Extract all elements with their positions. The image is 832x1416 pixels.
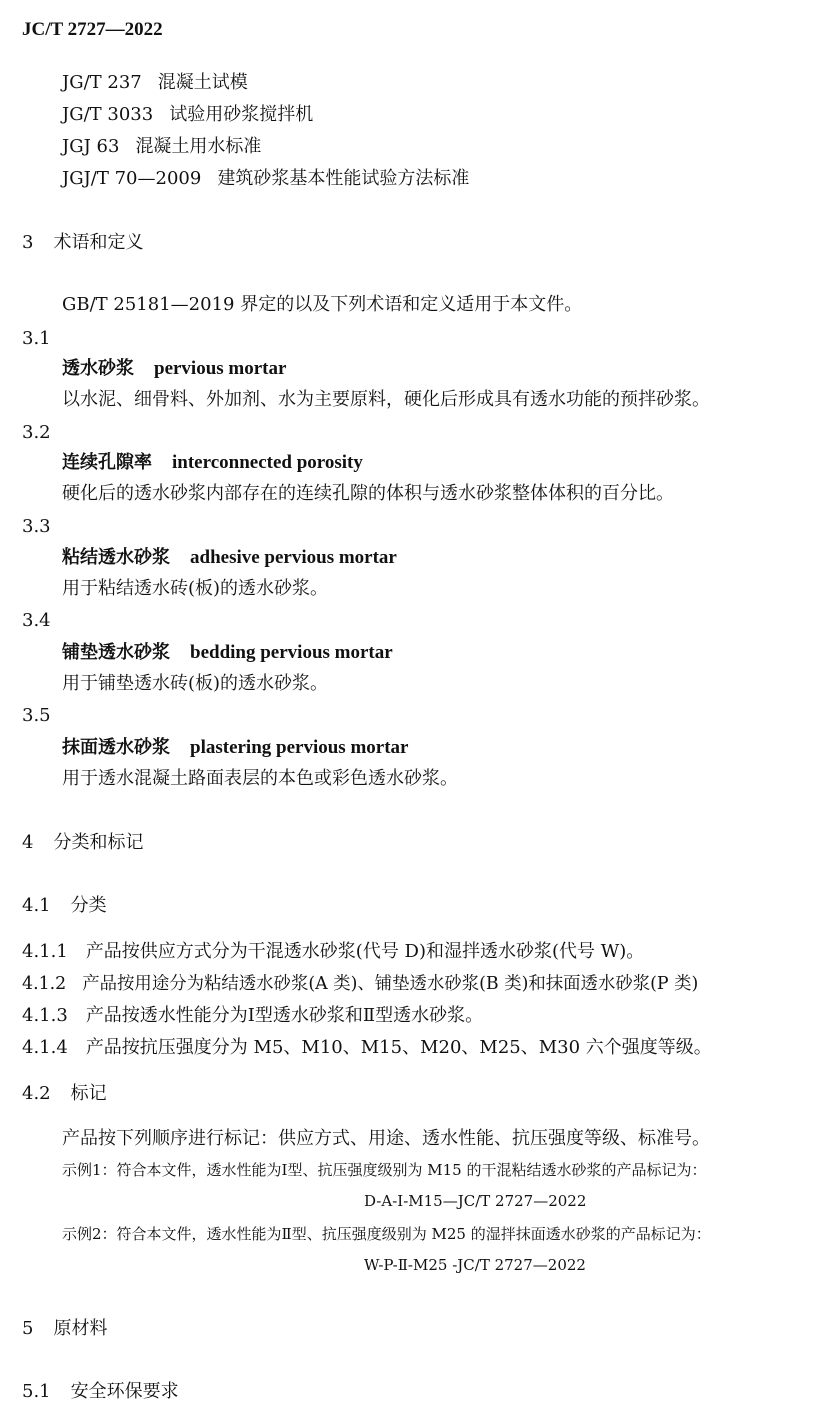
subsection-title: 标记 <box>70 1083 107 1104</box>
term-number: 3.2 <box>22 422 51 443</box>
section-intro: GB/T 25181—2019 界定的以及下列术语和定义适用于本文件。 <box>62 294 583 315</box>
term-en: adhesive pervious mortar <box>190 547 397 568</box>
term-number: 3.4 <box>22 610 51 631</box>
clause-item <box>22 941 644 963</box>
term-zh: 铺垫透水砂浆 <box>62 642 170 663</box>
clause-text: 产品按供应方式分为干混透水砂浆(代号 D)和湿拌透水砂浆(代号 W)。 <box>85 941 645 962</box>
reference-code: JG/T 3033 <box>62 104 154 125</box>
clause-text: 产品按抗压强度分为 M5、M10、M15、M20、M25、M30 六个强度等级。 <box>85 1037 712 1058</box>
term-en: pervious mortar <box>154 358 287 379</box>
term-definition: 用于粘结透水砖(板)的透水砂浆。 <box>62 578 329 599</box>
term-number: 3.1 <box>22 328 51 349</box>
section-number: 5 <box>22 1318 34 1339</box>
term-zh: 粘结透水砂浆 <box>62 547 170 568</box>
clause-text: 产品按用途分为粘结透水砂浆(A 类)、铺垫透水砂浆(B 类)和抹面透水砂浆(P 类) <box>82 974 699 994</box>
example-text: 示例2：符合本文件，透水性能为Ⅱ型、抗压强度级别为 M25 的湿拌抹面透水砂浆的产品标记为： <box>62 1225 711 1243</box>
term-heading <box>62 642 393 664</box>
reference-title: 混凝土试模 <box>157 72 248 93</box>
reference-item <box>62 72 248 94</box>
clause-number: 4.1.1 <box>22 941 68 962</box>
subsection-number: 5.1 <box>22 1381 51 1402</box>
section-heading <box>22 832 143 854</box>
term-definition: 用于铺垫透水砖(板)的透水砂浆。 <box>62 673 329 694</box>
clause-number: 4.1.3 <box>22 1005 68 1026</box>
term-zh: 连续孔隙率 <box>62 452 152 473</box>
clause-item <box>22 1005 483 1027</box>
section-number: 3 <box>22 232 34 253</box>
subsection-title: 分类 <box>70 895 107 916</box>
reference-item <box>62 168 469 190</box>
term-number: 3.3 <box>22 516 51 537</box>
term-number: 3.5 <box>22 705 51 726</box>
section-heading <box>22 1318 107 1340</box>
clause-number: 4.1.2 <box>22 974 67 994</box>
reference-title: 建筑砂浆基本性能试验方法标准 <box>217 168 470 189</box>
marking-text: 产品按下列顺序进行标记：供应方式、用途、透水性能、抗压强度等级、标准号。 <box>62 1128 710 1149</box>
term-heading <box>62 737 408 759</box>
term-zh: 透水砂浆 <box>62 358 134 379</box>
reference-code: JG/T 237 <box>62 72 142 93</box>
term-definition: 用于透水混凝土路面表层的本色或彩色透水砂浆。 <box>62 768 458 789</box>
term-heading <box>62 547 397 569</box>
term-en: bedding pervious mortar <box>190 642 393 663</box>
section-title: 原材料 <box>53 1318 108 1339</box>
reference-title: 混凝土用水标准 <box>135 136 262 157</box>
standard-header: JC/T 2727—2022 <box>22 19 163 40</box>
term-definition: 硬化后的透水砂浆内部存在的连续孔隙的体积与透水砂浆整体体积的百分比。 <box>62 483 674 504</box>
reference-code: JGJ/T 70—2009 <box>62 168 202 189</box>
subsection-heading <box>22 1083 107 1105</box>
subsection-title: 安全环保要求 <box>70 1381 179 1402</box>
reference-title: 试验用砂浆搅拌机 <box>169 104 314 125</box>
term-en: plastering pervious mortar <box>190 737 409 758</box>
section-heading <box>22 232 143 254</box>
clause-item <box>22 1037 712 1059</box>
term-zh: 抹面透水砂浆 <box>62 737 170 758</box>
clause-text: 产品按透水性能分为Ⅰ型透水砂浆和Ⅱ型透水砂浆。 <box>85 1005 484 1026</box>
reference-item <box>62 136 261 158</box>
example-code: D-A-Ⅰ-M15—JC/T 2727—2022 <box>364 1192 587 1210</box>
clause-item <box>22 973 698 995</box>
subsection-number: 4.2 <box>22 1083 51 1104</box>
section-number: 4 <box>22 832 34 853</box>
section-title: 分类和标记 <box>53 832 144 853</box>
reference-item <box>62 104 313 126</box>
term-definition: 以水泥、细骨料、外加剂、水为主要原料，硬化后形成具有透水功能的预拌砂浆。 <box>62 389 710 410</box>
example-code: W-P-Ⅱ-M25 -JC/T 2727—2022 <box>364 1256 586 1274</box>
reference-code: JGJ 63 <box>62 136 120 157</box>
subsection-number: 4.1 <box>22 895 51 916</box>
clause-number: 4.1.4 <box>22 1037 68 1058</box>
subsection-heading <box>22 895 107 917</box>
term-en: interconnected porosity <box>172 452 363 473</box>
example-text: 示例1：符合本文件，透水性能为Ⅰ型、抗压强度级别为 M15 的干混粘结透水砂浆的产品标记为： <box>62 1161 707 1179</box>
term-heading <box>62 358 286 380</box>
section-title: 术语和定义 <box>53 232 144 253</box>
subsection-heading <box>22 1381 179 1403</box>
term-heading <box>62 452 363 474</box>
